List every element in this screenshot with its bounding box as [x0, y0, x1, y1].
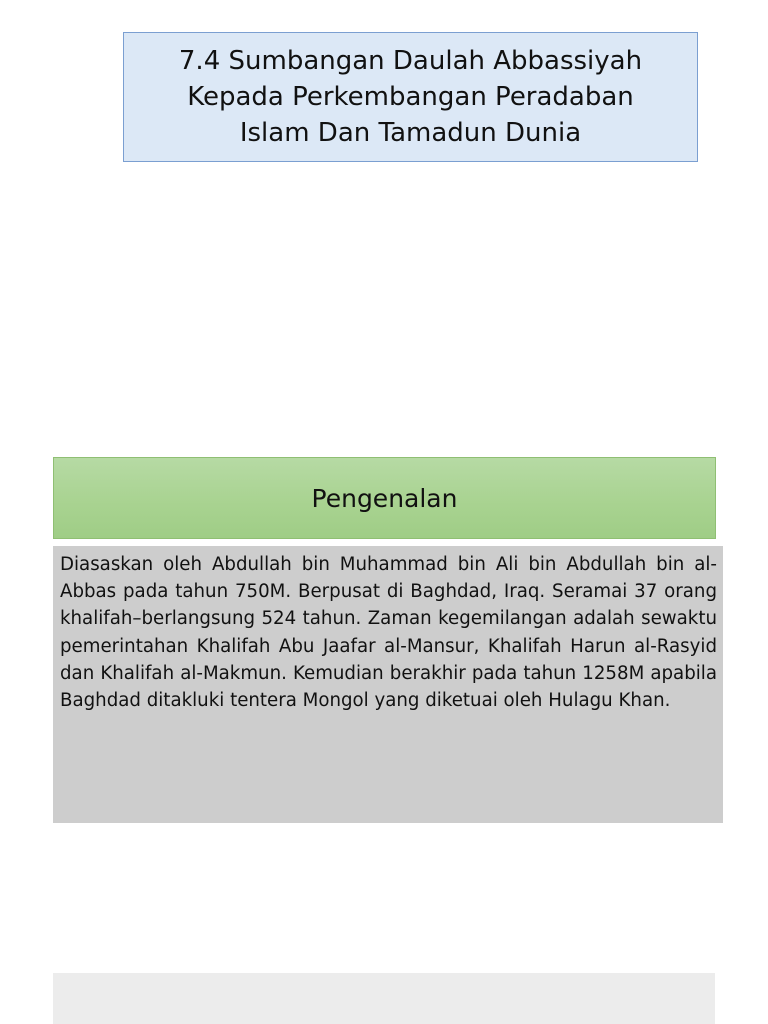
section-heading: Pengenalan	[311, 483, 458, 513]
section-body-text: Diasaskan oleh Abdullah bin Muhammad bin Ali bin Abdullah bin al-Abbas pada tahun 750M. Berpusat di Baghdad, Iraq. Seramai 37 orang khalifah–berlangsung 524 tahun. Zaman kegemilangan adalah sewaktu pemerintahan Khalifah Abu Jaafar al-Mansur, Khalifah Harun al-Rasyid dan Khalifah al-Makmun. Kemudian berakhir pada tahun 1258M apabila Baghdad ditakluki tentera Mongol yang diketuai oleh Hulagu Khan.	[60, 554, 717, 712]
next-content-box	[53, 973, 715, 1024]
page-title: 7.4 Sumbangan Daulah Abbassiyah Kepada Perkembangan Peradaban Islam Dan Tamadun Dunia	[178, 46, 643, 148]
section-header	[53, 457, 716, 539]
title-box	[123, 32, 698, 162]
section-body-box	[53, 546, 723, 823]
